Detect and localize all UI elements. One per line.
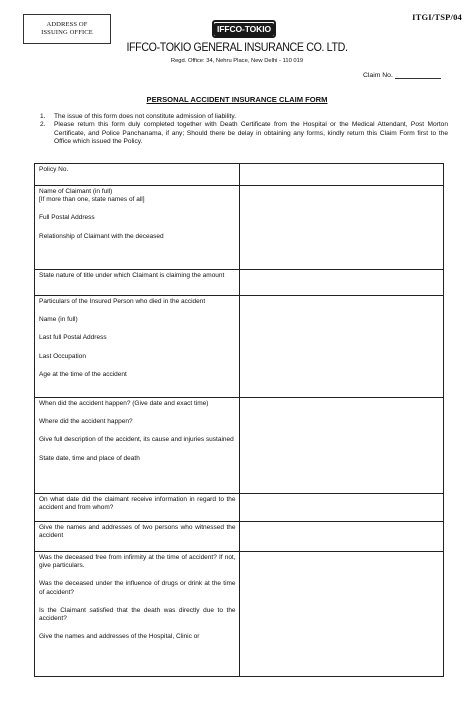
claim-details-table [34, 163, 444, 677]
question-cell [35, 270, 240, 296]
answer-cell[interactable] [239, 552, 443, 677]
question-text: Policy No. [39, 166, 69, 173]
answer-cell[interactable] [239, 522, 443, 552]
question-cell [35, 494, 240, 522]
question-cell [35, 186, 240, 270]
question-text: Give the names and addresses of the Hospital, Clinic or [39, 633, 200, 641]
table-row [35, 270, 444, 296]
table-row [35, 494, 444, 522]
document-code: ITGI/TSP/04 [412, 12, 462, 22]
answer-cell[interactable] [239, 270, 443, 296]
question-text: Particulars of the Insured Person who died in the accident [39, 298, 206, 305]
question-text: Name of Claimant (in full) [If more than one, state names of all] [39, 188, 145, 204]
table-row [35, 522, 444, 552]
company-logo [212, 20, 276, 38]
question-text: Full Postal Address [39, 214, 95, 222]
logo-text: IFFCO-TOKIO [214, 23, 274, 36]
question-text: Where did the accident happen? [39, 418, 133, 426]
question-text: On what date did the claimant receive information in regard to the accident and from whom? [39, 496, 236, 512]
address-box-line1: ADDRESS OF [46, 21, 88, 28]
instruction-number: 1. [40, 113, 46, 120]
question-text: Was the deceased free from infirmity at the time of accident? If not, give particulars. [39, 554, 236, 570]
claim-number-blank[interactable] [395, 72, 441, 79]
table-row [35, 552, 444, 677]
question-text: State date, time and place of death [39, 454, 140, 462]
question-cell [35, 164, 240, 186]
table-row [35, 296, 444, 398]
answer-cell[interactable] [239, 296, 443, 398]
instruction-item [40, 113, 448, 121]
question-cell [35, 398, 240, 494]
answer-cell[interactable] [239, 164, 443, 186]
table-row [35, 186, 444, 270]
instructions-list [40, 113, 448, 147]
form-title [0, 95, 474, 104]
table-row [35, 164, 444, 186]
issuing-office-address-box [23, 14, 111, 44]
address-box-line2: ISSUING OFFICE [41, 29, 93, 36]
question-cell [35, 522, 240, 552]
claim-number-field[interactable] [363, 72, 441, 79]
question-text: State nature of title under which Claimant is claiming the amount [39, 272, 225, 279]
question-text: Was the deceased under the influence of drugs or drink at the time of accident? [39, 580, 236, 596]
form-title-text: PERSONAL ACCIDENT INSURANCE CLAIM FORM [146, 95, 328, 104]
instruction-number: 2. [40, 121, 46, 129]
instruction-item [40, 121, 448, 146]
question-text: When did the accident happen? (Give date and exact time) [39, 400, 209, 407]
question-text: Give full description of the accident, its cause and injuries sustained [39, 436, 234, 444]
instruction-text: Please return this form duly completed together with Death Certificate from the Hospital or the Medical Attendant, Post Morton Certificate, and Police Panchanama, if any; Should there be delay in obtaining any forms, kindly return this Claim Form first to the Office which issued the Policy. [54, 121, 448, 146]
question-text: Name (in full) [39, 316, 78, 324]
question-text: Age at the time of the accident [39, 370, 127, 378]
answer-cell[interactable] [239, 398, 443, 494]
question-cell [35, 552, 240, 677]
question-cell [35, 296, 240, 398]
question-text: Last full Postal Address [39, 334, 107, 342]
answer-cell[interactable] [239, 494, 443, 522]
instruction-text: The issue of this form does not constitute admission of liability. [54, 113, 237, 120]
answer-cell[interactable] [239, 186, 443, 270]
company-name: IFFCO-TOKIO GENERAL INSURANCE CO. LTD. [126, 41, 348, 54]
claim-number-label: Claim No. [363, 72, 393, 79]
registered-office: Regd. Office: 34, Nehru Place, New Delhi - 110 019 [170, 58, 304, 64]
question-text: Give the names and addresses of two persons who witnessed the accident [39, 524, 236, 540]
table-row [35, 398, 444, 494]
question-text: Relationship of Claimant with the deceased [39, 232, 164, 240]
question-text: Is the Claimant satisfied that the death was directly due to the accident? [39, 606, 236, 623]
question-text: Last Occupation [39, 352, 86, 360]
